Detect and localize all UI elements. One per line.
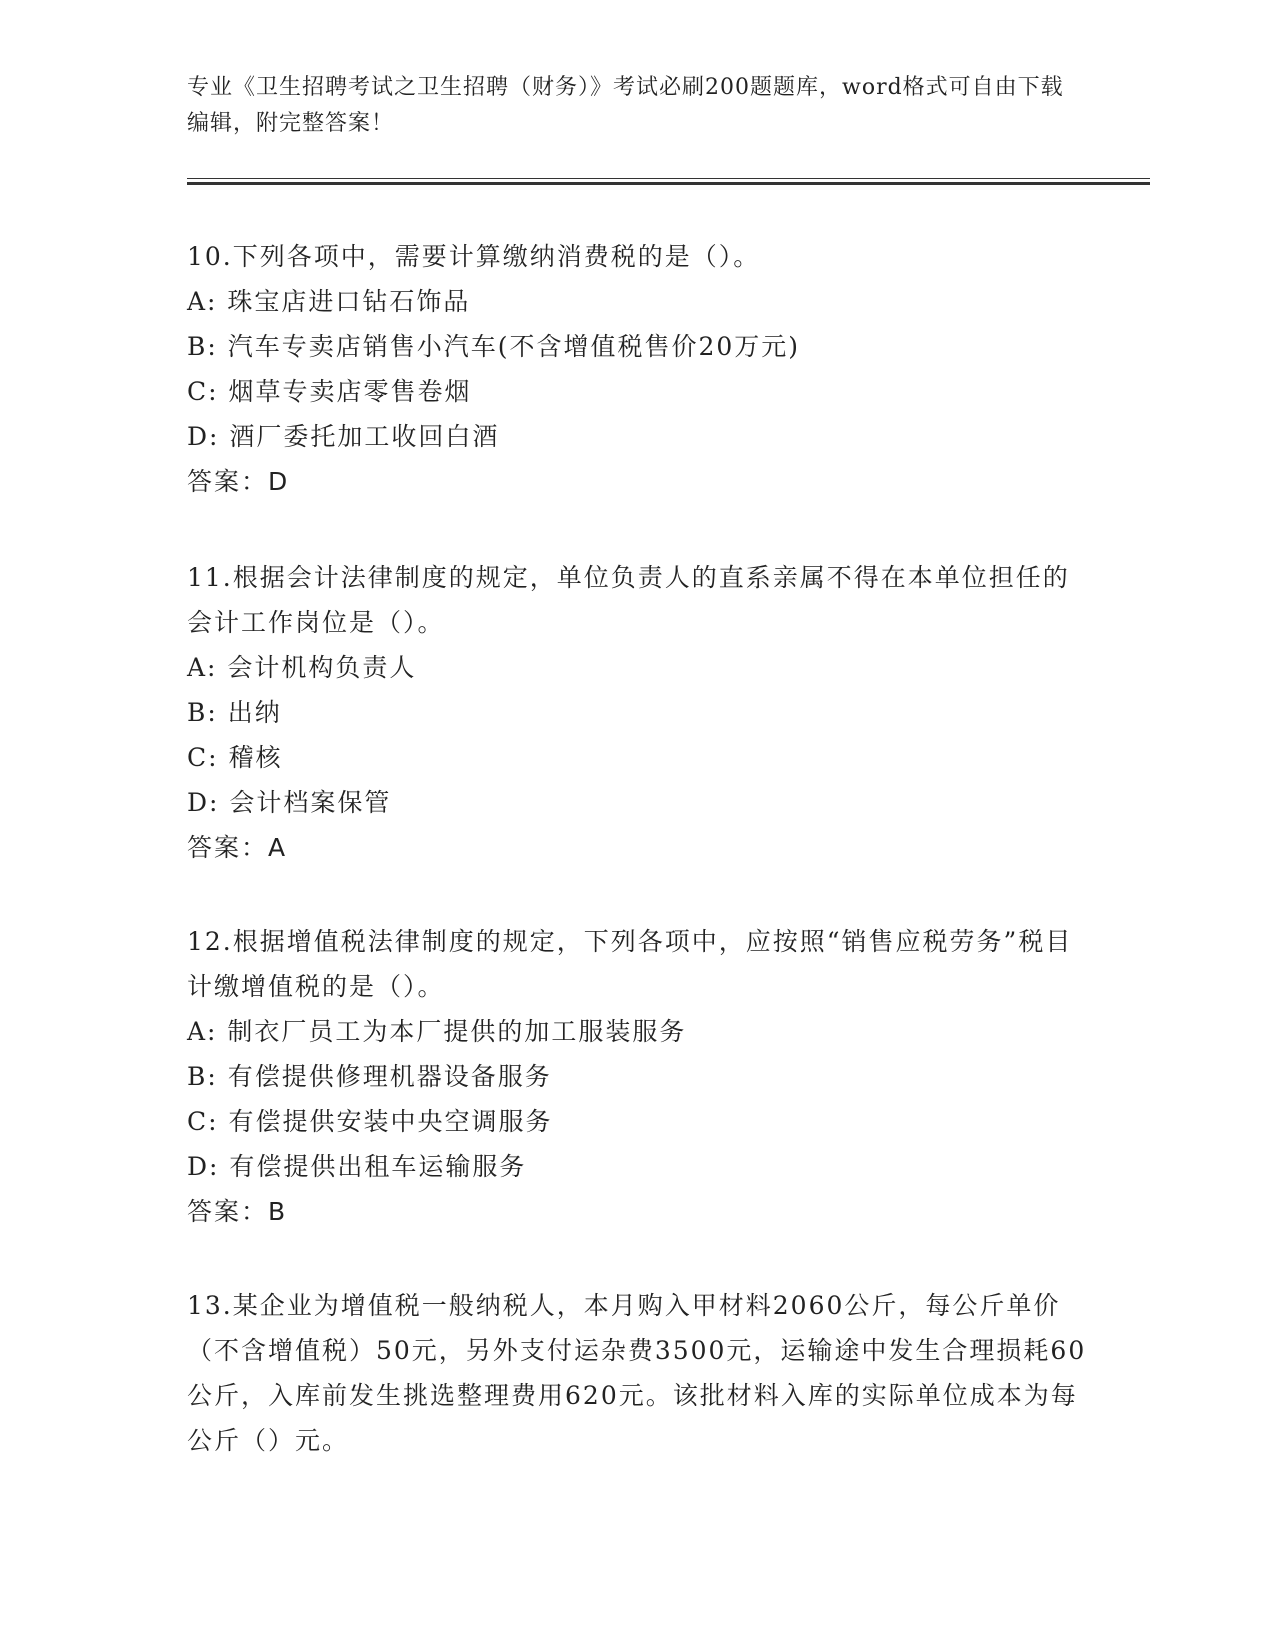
header-divider-thick [187, 182, 1150, 185]
question-13 [187, 1283, 1087, 1463]
option-b: B: 汽车专卖店销售小汽车(不含增值税售价20万元) [187, 332, 801, 361]
document-header-text: 专业《卫生招聘考试之卫生招聘（财务）》考试必刷200题题库，word格式可自由下载编辑，附完整答案！ [187, 75, 1064, 136]
option-c: C: 有偿提供安装中央空调服务 [187, 1107, 553, 1136]
header-divider-thin [187, 178, 1150, 179]
option-c: C: 烟草专卖店零售卷烟 [187, 377, 472, 406]
option-a: A: 珠宝店进口钻石饰品 [187, 287, 471, 316]
option-d: D: 酒厂委托加工收回白酒 [187, 422, 500, 451]
option-a: A: 会计机构负责人 [187, 653, 417, 682]
option-a: A: 制衣厂员工为本厂提供的加工服装服务 [187, 1017, 687, 1046]
answer-line: 答案：A [187, 833, 288, 862]
question-12 [187, 919, 1087, 1234]
question-stem: 12.根据增值税法律制度的规定，下列各项中，应按照“销售应税劳务”税目计缴增值税的是（）。 [187, 927, 1073, 1001]
answer-line: 答案：D [187, 467, 290, 496]
question-stem: 10.下列各项中，需要计算缴纳消费税的是（）。 [187, 242, 761, 271]
option-b: B: 出纳 [187, 698, 282, 727]
question-stem: 13.某企业为增值税一般纳税人，本月购入甲材料2060公斤，每公斤单价（不含增值税）50元，另外支付运杂费3500元，运输途中发生合理损耗60公斤，入库前发生挑选整理费用620元。该批材料入库的实际单位成本为每公斤（）元。 [187, 1291, 1087, 1455]
option-b: B: 有偿提供修理机器设备服务 [187, 1062, 552, 1091]
question-11 [187, 555, 1087, 870]
option-d: D: 有偿提供出租车运输服务 [187, 1152, 527, 1181]
question-10 [187, 234, 1087, 504]
question-stem: 11.根据会计法律制度的规定，单位负责人的直系亲属不得在本单位担任的会计工作岗位是（）。 [187, 563, 1070, 637]
option-c: C: 稽核 [187, 743, 283, 772]
option-d: D: 会计档案保管 [187, 788, 392, 817]
answer-line: 答案：B [187, 1197, 288, 1226]
